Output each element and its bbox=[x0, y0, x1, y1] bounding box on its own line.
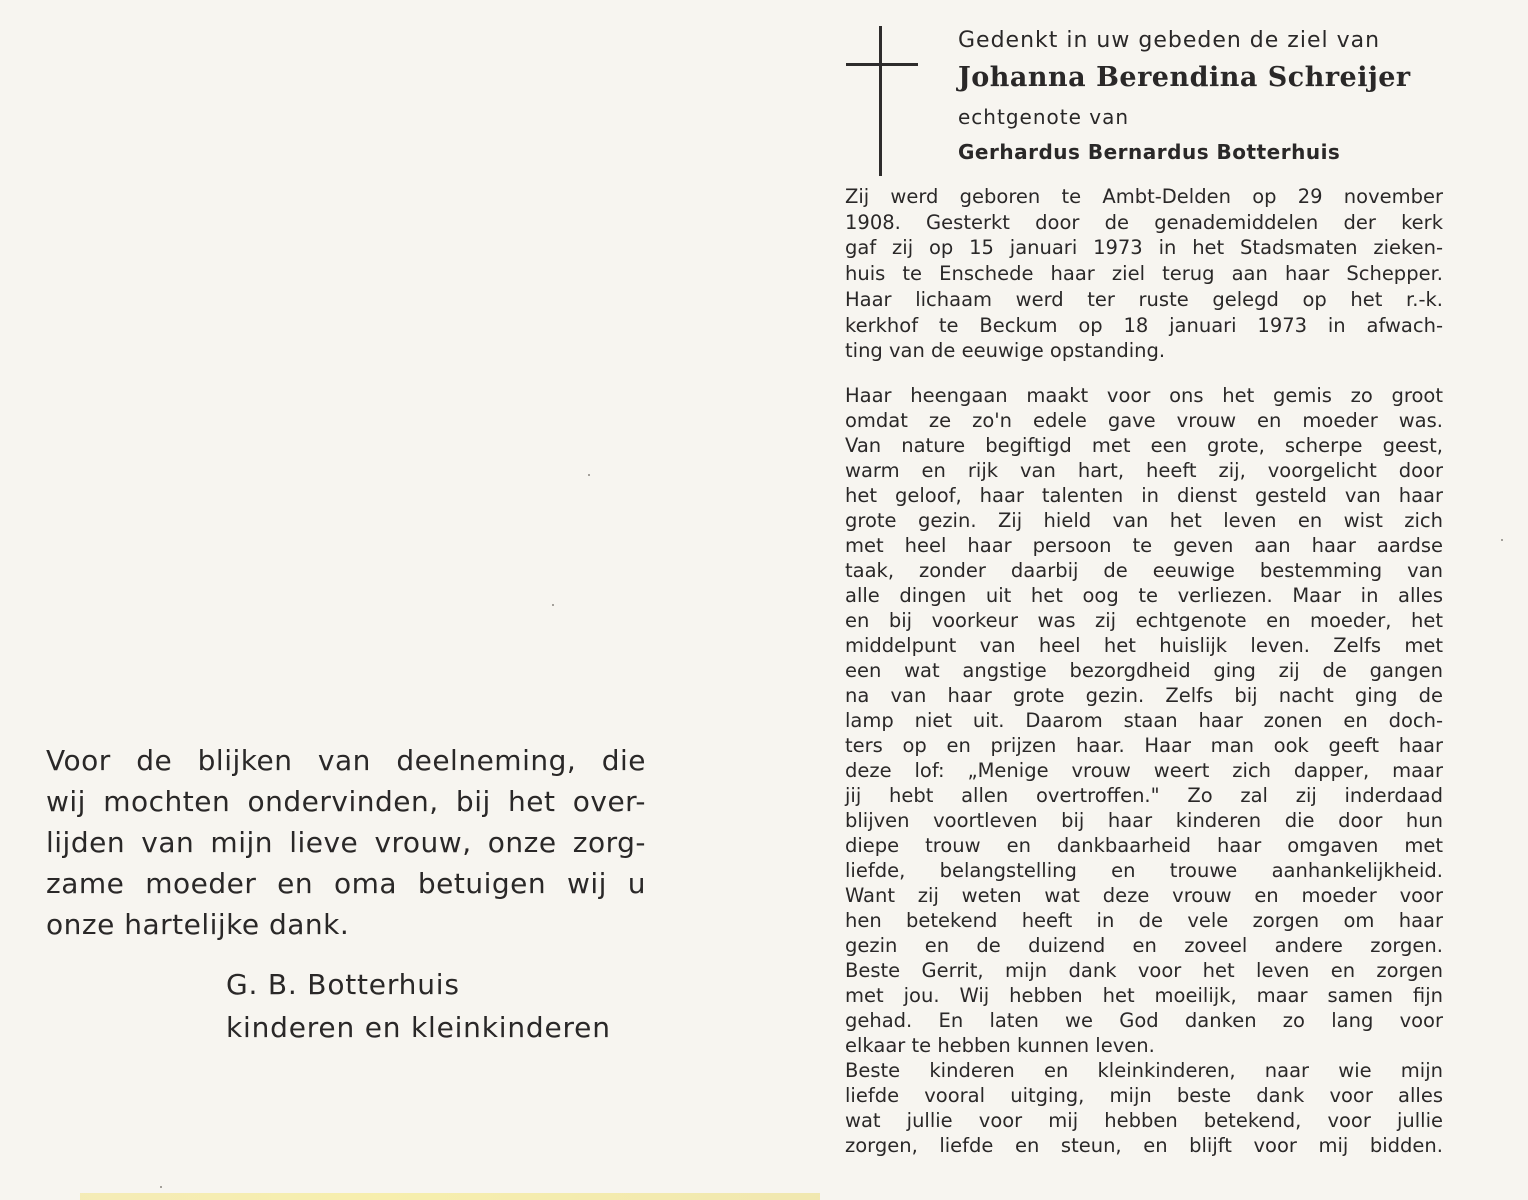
tribute-paragraph bbox=[845, 383, 1443, 1158]
tribute-line: wat jullie voor mij hebben betekend, voor jullie bbox=[845, 1109, 1443, 1132]
card-header bbox=[958, 26, 1418, 170]
thanks-paragraph bbox=[46, 740, 646, 945]
paper-edge-stripe bbox=[80, 1193, 820, 1200]
tribute-line: met heel haar persoon te geven aan haar aardse bbox=[845, 534, 1443, 557]
biography-paragraph bbox=[845, 184, 1443, 364]
tribute-line: ters op en prijzen haar. Haar man ook geeft haar bbox=[845, 734, 1443, 757]
tribute-line: Beste kinderen en kleinkinderen, naar wie mijn bbox=[845, 1059, 1443, 1082]
paper-speck bbox=[160, 1186, 162, 1188]
bio-line: huis te Enschede haar ziel terug aan haar Schepper. bbox=[845, 262, 1443, 286]
paper-speck bbox=[588, 474, 590, 476]
paper-speck bbox=[552, 604, 554, 606]
thanks-line: onze hartelijke dank. bbox=[46, 908, 350, 941]
tribute-line: met jou. Wij hebben het moeilijk, maar samen fijn bbox=[845, 984, 1443, 1007]
tribute-line: omdat ze zo'n edele gave vrouw en moeder was. bbox=[845, 409, 1443, 432]
tribute-line: Haar heengaan maakt voor ons het gemis zo groot bbox=[845, 384, 1443, 407]
thanks-line: lijden van mijn lieve vrouw, onze zorg- bbox=[46, 826, 646, 859]
tribute-line: alle dingen uit het oog te verliezen. Maar in alles bbox=[845, 584, 1443, 607]
tribute-line: hen betekend heeft in de vele zorgen om haar bbox=[845, 909, 1443, 932]
deceased-name: Johanna Berendina Schreijer bbox=[958, 62, 1411, 93]
tribute-line: deze lof: „Menige vrouw weert zich dapper, maar bbox=[845, 759, 1443, 782]
tribute-line: elkaar te hebben kunnen leven. bbox=[845, 1034, 1155, 1057]
tribute-line: Want zij weten wat deze vrouw en moeder voor bbox=[845, 884, 1443, 907]
tribute-line: lamp niet uit. Daarom staan haar zonen en doch- bbox=[845, 709, 1443, 732]
signature-family: kinderen en kleinkinderen bbox=[226, 1011, 611, 1044]
tribute-line: jij hebt allen overtroffen." Zo zal zij inderdaad bbox=[845, 784, 1443, 807]
tribute-line: taak, zonder daarbij de eeuwige bestemming van bbox=[845, 559, 1443, 582]
tribute-text bbox=[845, 383, 1443, 1158]
bio-line: ting van de eeuwige opstanding. bbox=[845, 339, 1166, 363]
bio-line: 1908. Gesterkt door de genademiddelen der kerk bbox=[845, 210, 1443, 234]
tribute-line: zorgen, liefde en steun, en blijft voor mij bidden. bbox=[845, 1134, 1443, 1157]
tribute-line: diepe trouw en dankbaarheid haar omgaven met bbox=[845, 834, 1443, 857]
tribute-line: middelpunt van heel het huislijk leven. Zelfs met bbox=[845, 634, 1443, 657]
thanks-line: zame moeder en oma betuigen wij u bbox=[46, 867, 646, 900]
spouse-name: Gerhardus Bernardus Botterhuis bbox=[958, 140, 1341, 164]
bio-line: Haar lichaam werd ter ruste gelegd op het r.-k. bbox=[845, 287, 1443, 311]
tribute-line: Van nature begiftigd met een grote, scherpe geest, bbox=[845, 434, 1443, 457]
tribute-line: het geloof, haar talenten in dienst gesteld van haar bbox=[845, 484, 1443, 507]
signature-block bbox=[226, 963, 611, 1049]
thanks-line: Voor de blijken van deelneming, die bbox=[46, 744, 646, 777]
bio-line: Zij werd geboren te Ambt-Delden op 29 november bbox=[845, 185, 1443, 208]
header-intro: Gedenkt in uw gebeden de ziel van bbox=[958, 28, 1381, 53]
bio-line: kerkhof te Beckum op 18 januari 1973 in afwach- bbox=[845, 313, 1443, 337]
tribute-line: Beste Gerrit, mijn dank voor het leven en zorgen bbox=[845, 959, 1443, 982]
thanks-line: wij mochten ondervinden, bij het over- bbox=[46, 785, 646, 818]
spouse-label: echtgenote van bbox=[958, 105, 1130, 129]
tribute-line: gehad. En laten we God danken zo lang voor bbox=[845, 1009, 1443, 1032]
tribute-line: en bij voorkeur was zij echtgenote en moeder, het bbox=[845, 609, 1443, 632]
tribute-line: liefde vooral uitging, mijn beste dank voor alles bbox=[845, 1084, 1443, 1107]
cross-icon bbox=[846, 26, 918, 176]
tribute-line: gezin en de duizend en zoveel andere zorgen. bbox=[845, 934, 1443, 957]
tribute-line: een wat angstige bezorgdheid ging zij de gangen bbox=[845, 659, 1443, 682]
tribute-line: liefde, belangstelling en trouwe aanhankelijkheid. bbox=[845, 859, 1443, 882]
signature-name: G. B. Botterhuis bbox=[226, 968, 460, 1001]
paper-speck bbox=[1501, 539, 1503, 541]
tribute-line: warm en rijk van hart, heeft zij, voorgelicht door bbox=[845, 459, 1443, 482]
tribute-line: grote gezin. Zij hield van het leven en wist zich bbox=[845, 509, 1443, 532]
tribute-line: na van haar grote gezin. Zelfs bij nacht ging de bbox=[845, 684, 1443, 707]
tribute-line: blijven voortleven bij haar kinderen die door hun bbox=[845, 809, 1443, 832]
bio-line: gaf zij op 15 januari 1973 in het Stadsmaten zieken- bbox=[845, 236, 1443, 260]
